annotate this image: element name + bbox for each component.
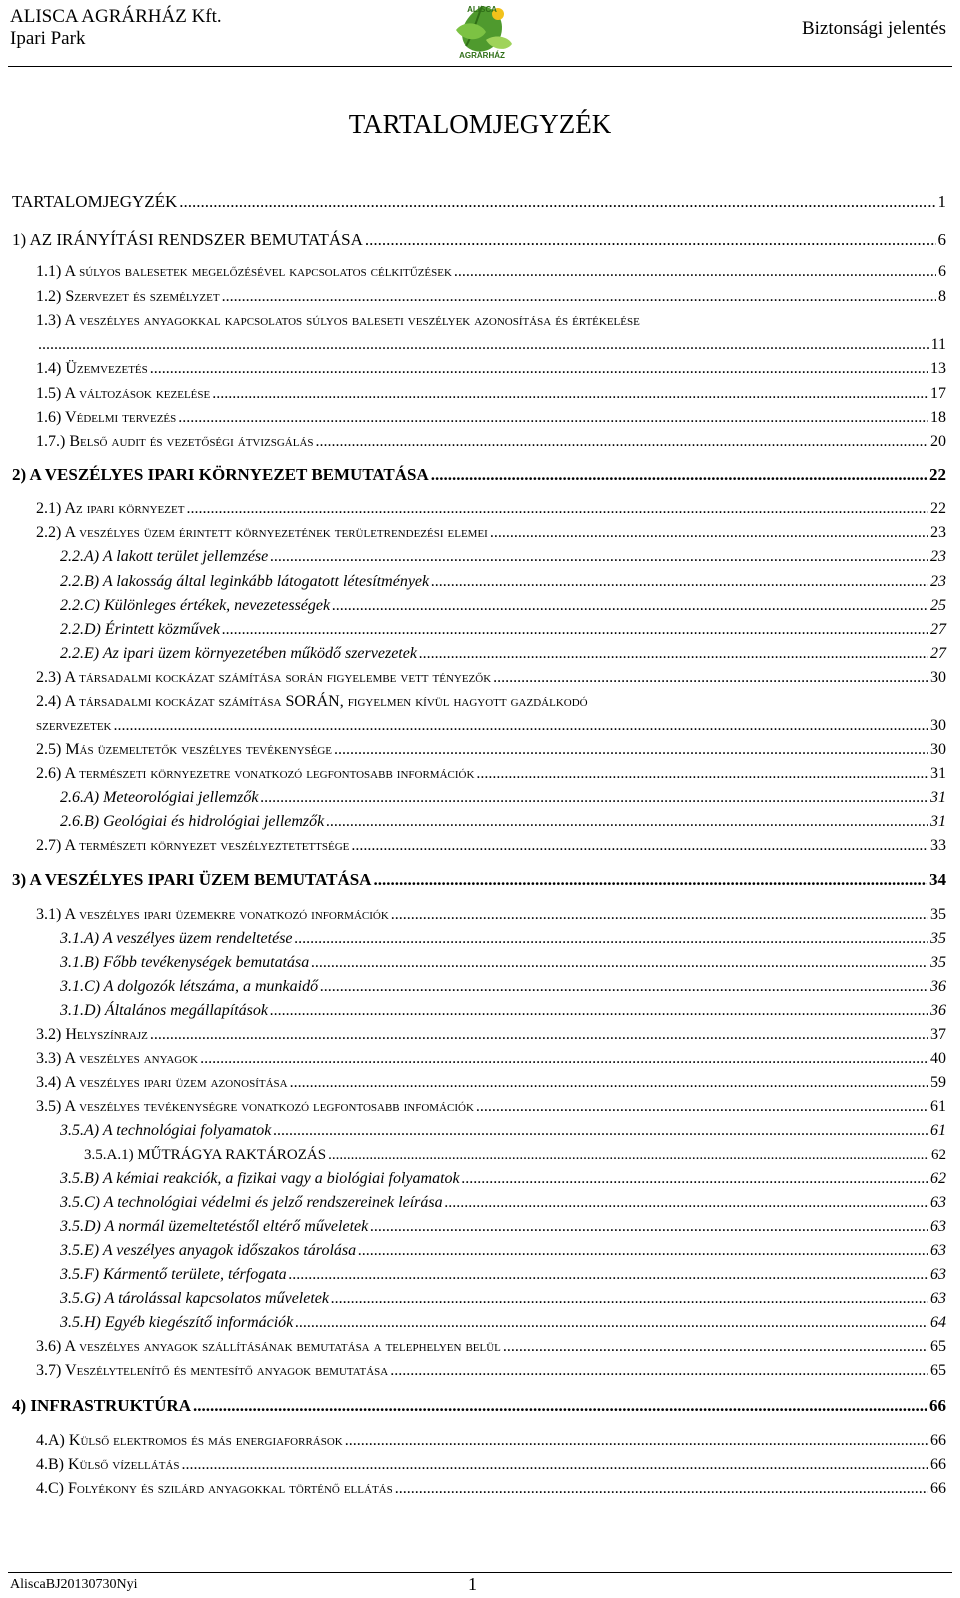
toc-entry-page: 66 bbox=[929, 1396, 946, 1415]
toc-entry[interactable] bbox=[36, 359, 946, 379]
toc-leader bbox=[419, 644, 928, 664]
toc-entry-title: 2.3) A társadalmi kockázat számítása során figyelembe vett tényezők bbox=[36, 669, 492, 686]
toc-entry-page: 33 bbox=[930, 837, 946, 854]
toc-entry-page: 36 bbox=[930, 978, 946, 995]
toc-entry-page: 18 bbox=[930, 409, 946, 426]
toc-entry[interactable] bbox=[36, 668, 946, 688]
toc-entry-page: 40 bbox=[930, 1050, 946, 1067]
toc-leader bbox=[351, 836, 928, 856]
toc-leader bbox=[476, 764, 928, 784]
toc-entry-page: 23 bbox=[930, 548, 946, 565]
toc-entry[interactable] bbox=[36, 905, 946, 925]
toc-entry-title: 2.6) A természeti környezetre vonatkozó legfontosabb információk bbox=[36, 765, 475, 782]
toc-leader bbox=[493, 668, 928, 688]
alisca-logo bbox=[436, 0, 528, 60]
toc-entry-title: 3.1.A) A veszélyes üzem rendeltetése bbox=[60, 930, 293, 947]
toc-leader bbox=[326, 812, 928, 832]
toc-leader bbox=[150, 1025, 928, 1045]
toc-leader bbox=[454, 262, 936, 282]
toc-entry-title: 3.4) A veszélyes ipari üzem azonosítása bbox=[36, 1074, 288, 1091]
toc-leader bbox=[38, 335, 929, 355]
toc-entry-title: 3.1.B) Főbb tevékenységek bemutatása bbox=[60, 954, 310, 971]
toc-entry-page: 34 bbox=[929, 870, 946, 889]
toc-entry-title: 3) A VESZÉLYES IPARI ÜZEM BEMUTATÁSA bbox=[12, 870, 372, 889]
toc-entry-title: 3.5.A) A technológiai folyamatok bbox=[60, 1122, 272, 1139]
toc-leader bbox=[390, 1361, 928, 1381]
toc-entry-page: 27 bbox=[930, 621, 946, 638]
toc-entry-title: 3.5.D) A normál üzemeltetéstől eltérő műveletek bbox=[60, 1218, 369, 1235]
toc-entry[interactable] bbox=[60, 788, 946, 808]
toc-entry-page: 66 bbox=[930, 1480, 946, 1497]
toc-entry-page: 31 bbox=[930, 789, 946, 806]
toc-entry-title: 2.1) Az ipari környezet bbox=[36, 500, 185, 517]
toc-entry[interactable] bbox=[36, 1431, 946, 1451]
toc-entry[interactable] bbox=[36, 384, 946, 404]
toc-entry-title: 4.B) Külső vízellátás bbox=[36, 1456, 180, 1473]
toc-entry[interactable] bbox=[60, 1313, 946, 1333]
toc-leader bbox=[345, 1431, 928, 1451]
toc-entry-title: 3.1.D) Általános megállapítások bbox=[60, 1002, 268, 1019]
toc-entry-title: 3.5.H) Egyéb kiegészítő információk bbox=[60, 1314, 294, 1331]
toc-entry-page: 23 bbox=[930, 524, 946, 541]
logo-bottom-text: AGRÁRHÁZ bbox=[459, 51, 505, 60]
toc-leader bbox=[320, 977, 928, 997]
toc-entry[interactable] bbox=[36, 499, 946, 519]
toc-leader bbox=[373, 870, 927, 890]
toc-entry-page: 65 bbox=[930, 1338, 946, 1355]
toc-entry[interactable] bbox=[60, 1193, 946, 1213]
toc-entry[interactable] bbox=[36, 408, 946, 428]
toc-leader bbox=[114, 716, 929, 736]
toc-leader bbox=[270, 547, 928, 567]
toc-entry-title: 1.1) A súlyos balesetek megelőzésével kapcsolatos célkitűzések bbox=[36, 263, 452, 280]
toc-leader bbox=[222, 620, 928, 640]
toc-entry-page: 31 bbox=[930, 765, 946, 782]
toc-entry-continuation[interactable] bbox=[36, 716, 946, 736]
toc-entry-page: 22 bbox=[930, 500, 946, 517]
toc-entry-page: 31 bbox=[930, 813, 946, 830]
toc-entry-page: 27 bbox=[930, 645, 946, 662]
toc-entry-title: 2.2) A veszélyes üzem érintett környezetének területrendezési elemei bbox=[36, 524, 488, 541]
toc-entry-title: 2.5) Más üzemeltetők veszélyes tevékenysége bbox=[36, 741, 333, 758]
toc-entry-page: 6 bbox=[937, 230, 946, 249]
toc-entry[interactable] bbox=[60, 1001, 946, 1021]
toc-entry-page: 23 bbox=[930, 573, 946, 590]
toc-entry[interactable] bbox=[60, 1169, 946, 1189]
toc-entry-page: 64 bbox=[930, 1314, 946, 1331]
toc-entry-title: 1.5) A változások kezelése bbox=[36, 385, 211, 402]
toc-leader bbox=[212, 384, 928, 404]
header-company-block bbox=[10, 6, 222, 50]
toc-entry-title: 3.5.C) A technológiai védelmi és jelző rendszereinek leírása bbox=[60, 1194, 443, 1211]
toc-entry-page: 22 bbox=[929, 465, 946, 484]
toc-entry-page: 35 bbox=[930, 930, 946, 947]
toc-entry[interactable] bbox=[12, 1396, 946, 1416]
toc-entry-title: 3.5.A.1) MŰTRÁGYA RAKTÁROZÁS bbox=[84, 1147, 327, 1163]
toc-entry-title: 3.5.G) A tárolással kapcsolatos műveletek bbox=[60, 1290, 329, 1307]
page-header bbox=[0, 0, 960, 70]
toc-entry-title: 3.7) Veszélytelenítő és mentesítő anyagok bemutatása bbox=[36, 1362, 389, 1379]
toc-entry[interactable] bbox=[60, 547, 946, 567]
toc-leader bbox=[358, 1241, 928, 1261]
toc-leader bbox=[332, 596, 928, 616]
toc-entry[interactable] bbox=[36, 1097, 946, 1117]
toc-entry-page: 17 bbox=[930, 385, 946, 402]
toc-entry[interactable] bbox=[12, 465, 946, 485]
toc-leader bbox=[295, 1313, 928, 1333]
toc-leader bbox=[178, 408, 928, 428]
toc-entry-page: 65 bbox=[930, 1362, 946, 1379]
toc-entry[interactable] bbox=[60, 929, 946, 949]
toc-leader bbox=[222, 287, 936, 307]
header-company: ALISCA AGRÁRHÁZ Kft. bbox=[10, 6, 222, 27]
toc-entry-page: 59 bbox=[930, 1074, 946, 1091]
header-divider bbox=[8, 66, 952, 67]
toc-entry[interactable] bbox=[36, 1049, 946, 1069]
toc-leader bbox=[445, 1193, 928, 1213]
toc-entry[interactable] bbox=[60, 1289, 946, 1309]
toc-entry-page: 6 bbox=[938, 263, 946, 280]
toc-entry-title: 3.1.C) A dolgozók létszáma, a munkaidő bbox=[60, 978, 319, 995]
toc-entry-page: 30 bbox=[930, 717, 946, 734]
toc-entry-page: 8 bbox=[938, 288, 946, 305]
toc-entry[interactable] bbox=[36, 262, 946, 282]
toc-entry-title: szervezetek bbox=[36, 717, 112, 734]
toc-entry[interactable] bbox=[36, 287, 946, 307]
toc-entry[interactable] bbox=[60, 977, 946, 997]
toc-entry[interactable] bbox=[36, 1455, 946, 1475]
toc-entry[interactable] bbox=[12, 192, 946, 212]
toc-entry-title: 2.6.A) Meteorológiai jellemzők bbox=[60, 789, 259, 806]
toc-entry[interactable] bbox=[36, 692, 946, 712]
toc-leader bbox=[186, 499, 928, 519]
toc-leader bbox=[289, 1265, 928, 1285]
toc-entry-title: 2.6.B) Geológiai és hidrológiai jellemzők bbox=[60, 813, 325, 830]
toc-entry-title: 1.2) Szervezet és személyzet bbox=[36, 288, 220, 305]
toc-entry-page: 35 bbox=[930, 954, 946, 971]
toc-entry[interactable] bbox=[12, 230, 946, 250]
toc-entry-title: TARTALOMJEGYZÉK bbox=[12, 192, 178, 211]
page-title: TARTALOMJEGYZÉK bbox=[348, 109, 612, 139]
toc-entry-title: 3.1) A veszélyes ipari üzemekre vonatkozó információk bbox=[36, 906, 389, 923]
toc-entry[interactable] bbox=[36, 1479, 946, 1499]
toc-entry-title: 1.7.) Belső audit és vezetőségi átvizsgálás bbox=[36, 433, 314, 450]
toc-entry-title: 3.5.B) A kémiai reakciók, a fizikai vagy a biológiai folyamatok bbox=[60, 1170, 460, 1187]
toc-entry[interactable] bbox=[12, 870, 946, 890]
toc-entry-title: 4.C) Folyékony és szilárd anyagokkal történő ellátás bbox=[36, 1480, 393, 1497]
logo-top-text: ALISCA bbox=[467, 5, 497, 14]
header-site: Ipari Park bbox=[10, 28, 86, 49]
toc-entry-title: 3.5.E) A veszélyes anyagok időszakos tárolása bbox=[60, 1242, 357, 1259]
toc-leader bbox=[200, 1049, 928, 1069]
toc-leader bbox=[290, 1073, 928, 1093]
toc-entry-title: 2.2.B) A lakosság által leginkább látogatott létesítmények bbox=[60, 573, 430, 590]
toc-entry-title: 2.2.D) Érintett közművek bbox=[60, 621, 220, 638]
toc-leader bbox=[260, 788, 928, 808]
toc-leader bbox=[150, 359, 928, 379]
toc-entry-title: 3.5.F) Kármentő területe, térfogata bbox=[60, 1266, 287, 1283]
toc-leader bbox=[182, 1455, 929, 1475]
toc-entry-page: 30 bbox=[930, 669, 946, 686]
toc-entry[interactable] bbox=[60, 1265, 946, 1285]
toc-entry[interactable] bbox=[60, 572, 946, 592]
header-doc-type: Biztonsági jelentés bbox=[801, 18, 946, 39]
footer-divider bbox=[8, 1572, 952, 1573]
toc-leader bbox=[476, 1097, 928, 1117]
toc-entry[interactable] bbox=[36, 1337, 946, 1357]
toc-entry-page: 13 bbox=[930, 360, 946, 377]
toc-leader bbox=[311, 953, 928, 973]
toc-leader bbox=[370, 1217, 928, 1237]
toc-entry-title: 1) AZ IRÁNYÍTÁSI RENDSZER BEMUTATÁSA bbox=[12, 230, 363, 249]
toc-leader bbox=[431, 465, 927, 485]
toc-entry-page: 62 bbox=[931, 1147, 946, 1163]
toc-entry-page: 61 bbox=[930, 1122, 946, 1139]
toc-entry-title: 3.6) A veszélyes anyagok szállításának bemutatása a telephelyen belül bbox=[36, 1338, 501, 1355]
footer-page-number: 1 bbox=[468, 1574, 477, 1594]
toc-entry-title: 1.3) A veszélyes anyagokkal kapcsolatos súlyos baleseti veszélyek azonosítása és értékelése bbox=[36, 312, 640, 329]
toc-entry-page: 36 bbox=[930, 1002, 946, 1019]
toc-entry-title: 4) INFRASTRUKTÚRA bbox=[12, 1396, 191, 1415]
toc-entry-title: 1.4) Üzemvezetés bbox=[36, 360, 148, 377]
toc-entry[interactable] bbox=[60, 620, 946, 640]
toc-entry[interactable] bbox=[36, 764, 946, 784]
toc-entry-title: 3.5) A veszélyes tevékenységre vonatkozó legfontosabb infomációk bbox=[36, 1098, 474, 1115]
toc-entry-page: 30 bbox=[930, 741, 946, 758]
toc-entry[interactable] bbox=[60, 812, 946, 832]
toc-entry[interactable] bbox=[36, 432, 946, 452]
toc-leader bbox=[179, 192, 935, 212]
toc-entry-title: 2.2.C) Különleges értékek, nevezetességek bbox=[60, 597, 331, 614]
toc-entry-page: 11 bbox=[930, 336, 946, 353]
toc-leader bbox=[295, 929, 928, 949]
toc-leader bbox=[316, 432, 928, 452]
toc-leader bbox=[193, 1396, 927, 1416]
toc-entry[interactable] bbox=[36, 523, 946, 543]
toc-entry-page: 37 bbox=[930, 1026, 946, 1043]
toc-entry-page: 63 bbox=[930, 1290, 946, 1307]
toc-entry-title: 2.2.E) Az ipari üzem környezetében működő szervezetek bbox=[60, 645, 417, 662]
toc-entry-title: 1.6) Védelmi tervezés bbox=[36, 409, 177, 426]
toc-entry-page: 35 bbox=[930, 906, 946, 923]
toc-entry-page: 63 bbox=[930, 1242, 946, 1259]
footer-doc-id: AliscaBJ20130730Nyi bbox=[10, 1577, 138, 1592]
toc-entry-page: 63 bbox=[930, 1266, 946, 1283]
toc-entry[interactable] bbox=[36, 836, 946, 856]
toc-leader bbox=[334, 740, 928, 760]
toc-leader bbox=[490, 523, 928, 543]
toc-entry-title: 2) A VESZÉLYES IPARI KÖRNYEZET BEMUTATÁSA bbox=[12, 465, 429, 484]
toc-entry-title: 3.3) A veszélyes anyagok bbox=[36, 1050, 199, 1067]
toc-entry-title: 2.4) A társadalmi kockázat számítása SORÁN, figyelmen kívül hagyott gazdálkodó bbox=[36, 693, 588, 710]
toc-entry-page: 1 bbox=[937, 192, 946, 211]
toc-leader bbox=[365, 230, 936, 250]
toc-leader bbox=[395, 1479, 928, 1499]
toc-entry[interactable] bbox=[60, 1217, 946, 1237]
toc-entry[interactable] bbox=[84, 1145, 946, 1165]
toc-entry-page: 25 bbox=[930, 597, 946, 614]
toc-entry-title: 2.2.A) A lakott terület jellemzése bbox=[60, 548, 269, 565]
toc-leader bbox=[431, 572, 928, 592]
toc-leader bbox=[331, 1289, 928, 1309]
toc-entry-page: 62 bbox=[930, 1170, 946, 1187]
toc-entry[interactable] bbox=[60, 1241, 946, 1261]
toc-entry-page: 66 bbox=[930, 1432, 946, 1449]
toc-entry-page: 63 bbox=[930, 1194, 946, 1211]
toc-entry-page: 63 bbox=[930, 1218, 946, 1235]
toc-leader bbox=[270, 1001, 928, 1021]
toc-leader bbox=[273, 1121, 928, 1141]
toc-entry-title: 2.7) A természeti környezet veszélyeztetettsége bbox=[36, 837, 350, 854]
toc-entry-page: 66 bbox=[930, 1456, 946, 1473]
toc-leader bbox=[328, 1145, 929, 1165]
toc-entry-page: 61 bbox=[930, 1098, 946, 1115]
toc-leader bbox=[391, 905, 928, 925]
toc-entry[interactable] bbox=[60, 644, 946, 664]
toc-entry-title: 4.A) Külső elektromos és más energiaforrások bbox=[36, 1432, 343, 1449]
toc-entry[interactable] bbox=[36, 1025, 946, 1045]
toc-entry[interactable] bbox=[36, 1361, 946, 1381]
toc-entry-continuation[interactable] bbox=[36, 335, 946, 355]
toc-entry[interactable] bbox=[60, 953, 946, 973]
toc-entry[interactable] bbox=[60, 1121, 946, 1141]
toc-entry[interactable] bbox=[36, 311, 946, 331]
toc-entry[interactable] bbox=[36, 1073, 946, 1093]
toc-leader bbox=[462, 1169, 928, 1189]
toc-entry-title: 3.2) Helyszínrajz bbox=[36, 1026, 148, 1043]
toc-leader bbox=[503, 1337, 928, 1357]
toc-entry[interactable] bbox=[36, 740, 946, 760]
toc-entry[interactable] bbox=[60, 596, 946, 616]
toc-entry-page: 20 bbox=[930, 433, 946, 450]
